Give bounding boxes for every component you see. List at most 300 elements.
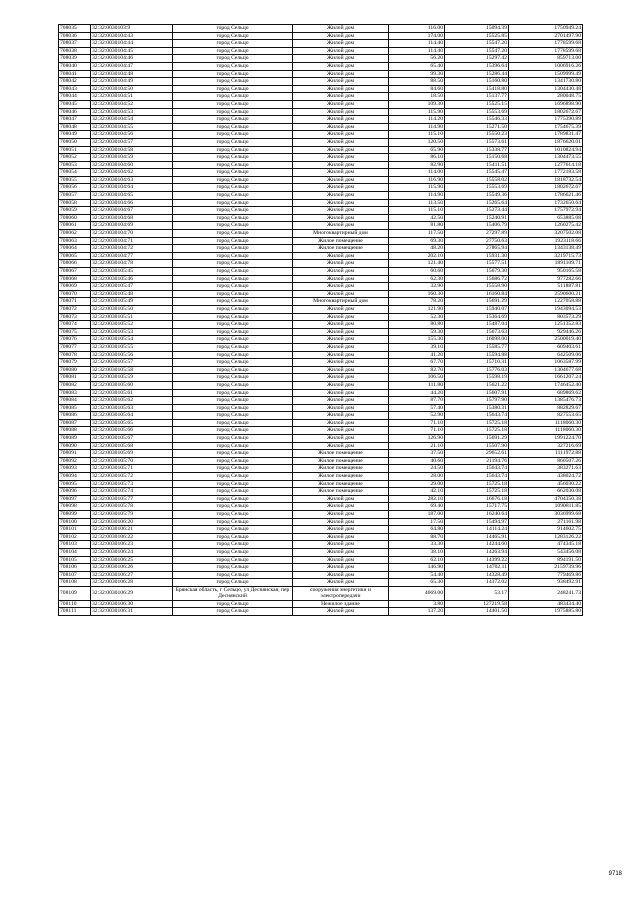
cadastral-value-cell: 1775390.89 [509,116,583,124]
table-row [59,192,583,200]
unit-value-cell: 15643.74 [445,473,509,481]
address-cell: город Сельцо [173,290,293,298]
cadastral-value-table [58,24,583,616]
object-type-cell: Жилой дом [293,275,389,283]
object-type-cell: Жилой дом [293,359,389,367]
cadastral-number-cell: 32:32:0030105:48 [91,290,173,298]
row-number-cell: 708095 [59,480,91,488]
object-type-cell: Жилой дом [293,579,389,587]
row-number-cell: 708086 [59,412,91,420]
area-cell: 3.80 [389,600,445,608]
cadastral-value-cell: 474345.18 [509,541,583,549]
row-number-cell: 708071 [59,298,91,306]
object-type-cell: Жилой дом [293,252,389,260]
area-cell: 116.90 [389,176,445,184]
object-type-cell: Жилой дом [293,351,389,359]
table-row [59,108,583,116]
cadastral-value-cell: 271161.98 [509,518,583,526]
cadastral-value-cell: 1789831.47 [509,131,583,139]
area-cell: 88.50 [389,78,445,86]
address-cell: город Сельцо [173,85,293,93]
table-row [59,298,583,306]
area-cell: 41.20 [389,351,445,359]
unit-value-cell: 15545.47 [445,169,509,177]
cadastral-number-cell: 32:32:0030104:49 [91,78,173,86]
object-type-cell: Жилой дом [293,62,389,70]
row-number-cell: 708068 [59,275,91,283]
table-row [59,93,583,101]
cadastral-value-cell: 1509999.49 [509,70,583,78]
cadastral-value-cell: 1876620.01 [509,138,583,146]
cadastral-value-cell: 1260275.42 [509,222,583,230]
row-number-cell: 708084 [59,397,91,405]
cadastral-number-cell: 32:32:0030105:46 [91,275,173,283]
address-cell: город Сельцо [173,146,293,154]
table-row [59,556,583,564]
cadastral-number-cell: 32:32:0030105:72 [91,473,173,481]
row-number-cell: 708105 [59,556,91,564]
row-number-cell: 708037 [59,40,91,48]
address-cell: город Сельцо [173,55,293,63]
cadastral-number-cell: 32:32:0030104:54 [91,116,173,124]
unit-value-cell: 16240.64 [445,511,509,519]
address-cell: город Сельцо [173,62,293,70]
address-cell: город Сельцо [173,450,293,458]
table-row [59,25,583,33]
area-cell: 115.10 [389,207,445,215]
cadastral-value-cell: 511887.81 [509,283,583,291]
unit-value-cell: 15717.75 [445,503,509,511]
address-cell: город Сельцо [173,138,293,146]
unit-value-cell: 15643.74 [445,465,509,473]
object-type-cell: Жилой дом [293,374,389,382]
address-cell: город Сельцо [173,473,293,481]
object-type-cell: Жилой дом [293,207,389,215]
object-type-cell: Жилое помещение [293,237,389,245]
table-row [59,176,583,184]
cadastral-number-cell: 32:32:0030104:52 [91,100,173,108]
unit-value-cell: 15240.91 [445,214,509,222]
table-row [59,237,583,245]
cadastral-number-cell: 32:32:0030105:77 [91,495,173,503]
cadastral-value-cell: 1090811.85 [509,503,583,511]
unit-value-cell: 27297.89 [445,230,509,238]
cadastral-number-cell: 32:32:0030104:67 [91,207,173,215]
table-row [59,511,583,519]
address-cell: город Сельцо [173,495,293,503]
unit-value-cell: 14465.91 [445,533,509,541]
table-row [59,146,583,154]
unit-value-cell: 15558.02 [445,176,509,184]
unit-value-cell: 127219.58 [445,600,509,608]
address-cell: город Сельцо [173,435,293,443]
address-cell: город Сельцо [173,457,293,465]
object-type-cell: Жилой дом [293,556,389,564]
area-cell: 137.20 [389,608,445,616]
area-cell: 114.40 [389,40,445,48]
row-number-cell: 708075 [59,328,91,336]
cadastral-value-cell: 1063587.99 [509,359,583,367]
cadastral-number-cell: 32:32:0030105:69 [91,450,173,458]
cadastral-number-cell: 32:32:0030105:66 [91,427,173,435]
row-number-cell: 708076 [59,336,91,344]
cadastral-number-cell: 32:32:0030105:55 [91,343,173,351]
unit-value-cell: 15547.20 [445,47,509,55]
area-cell: 187.00 [389,511,445,519]
row-number-cell: 708043 [59,85,91,93]
cadastral-value-cell: 1227058.88 [509,298,583,306]
area-cell: 111.80 [389,381,445,389]
row-number-cell: 708039 [59,55,91,63]
object-type-cell: Нежилое здание [293,600,389,608]
table-row [59,548,583,556]
cadastral-value-cell: 662030.08 [509,488,583,496]
object-type-cell: Жилое помещение [293,457,389,465]
table-row [59,313,583,321]
address-cell: город Сельцо [173,154,293,162]
table-row [59,427,583,435]
cadastral-number-cell: 32:32:0030105:78 [91,503,173,511]
table-row [59,579,583,587]
table-row [59,85,583,93]
cadastral-value-cell: 1732650.64 [509,199,583,207]
address-cell: город Сельцо [173,381,293,389]
cadastral-value-cell: 280048.75 [509,93,583,101]
area-cell: 71.10 [389,419,445,427]
cadastral-value-cell: 1975885.80 [509,608,583,616]
area-cell: 82.70 [389,366,445,374]
unit-value-cell: 15411.51 [445,161,509,169]
object-type-cell: Жилой дом [293,268,389,276]
row-number-cell: 708058 [59,199,91,207]
unit-value-cell: 16676.18 [445,495,509,503]
cadastral-number-cell: 32:32:0030104:55 [91,123,173,131]
address-cell: город Сельцо [173,404,293,412]
table-row [59,488,583,496]
row-number-cell: 708090 [59,442,91,450]
object-type-cell: Жилой дом [293,192,389,200]
area-cell: 64.80 [389,526,445,534]
area-cell: 21.10 [389,442,445,450]
table-row [59,230,583,238]
object-type-cell: сооружения энергетики и электропередачи [293,586,389,600]
unit-value-cell: 14328.49 [445,571,509,579]
area-cell: 80.80 [389,321,445,329]
object-type-cell: Жилой дом [293,154,389,162]
table-row [59,518,583,526]
cadastral-value-cell: 483434.40 [509,600,583,608]
cadastral-value-cell: 1786621.46 [509,192,583,200]
area-cell: 114.90 [389,192,445,200]
row-number-cell: 708107 [59,571,91,579]
area-cell: 115.90 [389,184,445,192]
cadastral-value-cell: 1118060.30 [509,419,583,427]
table-row [59,495,583,503]
table-row [59,138,583,146]
cadastral-number-cell: 32:32:0030106:22 [91,533,173,541]
row-number-cell: 708093 [59,465,91,473]
address-cell: город Сельцо [173,283,293,291]
address-cell: город Сельцо [173,176,293,184]
area-cell: 174.00 [389,32,445,40]
address-cell: город Сельцо [173,169,293,177]
area-cell: 65.30 [389,579,445,587]
area-cell: 109.30 [389,100,445,108]
area-cell: 37.50 [389,450,445,458]
area-cell: 60.60 [389,268,445,276]
cadastral-value-cell: 653885.08 [509,214,583,222]
unit-value-cell: 27750.63 [445,237,509,245]
area-cell: 48.20 [389,245,445,253]
cadastral-value-cell: 2590600.21 [509,290,583,298]
unit-value-cell: 15487.04 [445,321,509,329]
table-row [59,533,583,541]
unit-value-cell: 15621.22 [445,381,509,389]
table-row [59,419,583,427]
unit-value-cell: 15286.44 [445,70,509,78]
row-number-cell: 708069 [59,283,91,291]
unit-value-cell: 15725.18 [445,480,509,488]
row-number-cell: 708099 [59,511,91,519]
row-number-cell: 708061 [59,222,91,230]
cadastral-value-cell: 1778599.68 [509,40,583,48]
table-row [59,214,583,222]
object-type-cell: Жилой дом [293,70,389,78]
cadastral-value-cell: 914602.75 [509,526,583,534]
cadastral-value-cell: 543456.08 [509,548,583,556]
table-row [59,526,583,534]
cadastral-number-cell: 32:32:0030105:52 [91,321,173,329]
cadastral-value-cell: 3207502.08 [509,230,583,238]
table-row [59,283,583,291]
table-body [59,25,583,616]
cadastral-value-cell: 456030.22 [509,480,583,488]
row-number-cell: 708094 [59,473,91,481]
cadastral-number-cell: 32:32:0030104:64 [91,184,173,192]
area-cell: 62.30 [389,275,445,283]
unit-value-cell: 15507.90 [445,442,509,450]
cadastral-number-cell: 32:32:0030104:68 [91,214,173,222]
object-type-cell: Жилой дом [293,541,389,549]
address-cell: город Сельцо [173,366,293,374]
cadastral-number-cell: 32:32:0030104:51 [91,93,173,101]
row-number-cell: 708106 [59,564,91,572]
area-cell: 121.40 [389,260,445,268]
address-cell: город Сельцо [173,321,293,329]
area-cell: 202.10 [389,252,445,260]
object-type-cell: Жилой дом [293,336,389,344]
table-row [59,305,583,313]
area-cell: 44.20 [389,389,445,397]
row-number-cell: 708079 [59,359,91,367]
unit-value-cell: 14372.02 [445,579,509,587]
area-cell: 115.10 [389,131,445,139]
cadastral-number-cell: 32:32:0030104:62 [91,169,173,177]
unit-value-cell: 15094.39 [445,25,509,33]
area-cell: 65.40 [389,62,445,70]
object-type-cell: Жилой дом [293,108,389,116]
row-number-cell: 708066 [59,260,91,268]
object-type-cell: Жилой дом [293,366,389,374]
address-cell: город Сельцо [173,427,293,435]
cadastral-number-cell: 32:32:0030104:50 [91,85,173,93]
address-cell: город Сельцо [173,419,293,427]
row-number-cell: 708085 [59,404,91,412]
object-type-cell: Жилой дом [293,199,389,207]
table-row [59,389,583,397]
cadastral-value-cell: 977282.66 [509,275,583,283]
row-number-cell: 708046 [59,108,91,116]
cadastral-number-cell: 32:32:0030105:53 [91,328,173,336]
row-number-cell: 708059 [59,207,91,215]
object-type-cell: Жилой дом [293,533,389,541]
row-number-cell: 708064 [59,245,91,253]
address-cell: город Сельцо [173,245,293,253]
table-row [59,374,583,382]
object-type-cell: Жилой дом [293,100,389,108]
object-type-cell: Жилой дом [293,427,389,435]
object-type-cell: Жилое помещение [293,450,389,458]
cadastral-number-cell: 32:32:0030104:60 [91,161,173,169]
address-cell: город Сельцо [173,511,293,519]
cadastral-value-cell: 1754675.39 [509,123,583,131]
table-row [59,321,583,329]
address-cell: город Сельцо [173,359,293,367]
unit-value-cell: 15547.20 [445,40,509,48]
object-type-cell: Жилой дом [293,313,389,321]
area-cell: 282.10 [389,495,445,503]
row-number-cell: 708063 [59,237,91,245]
table-row [59,328,583,336]
cadastral-number-cell: 32:32:0030104:57 [91,138,173,146]
table-row [59,207,583,215]
address-cell: город Сельцо [173,526,293,534]
cadastral-value-cell: 1118060.30 [509,427,583,435]
cadastral-value-cell: 2500019.40 [509,336,583,344]
address-cell: город Сельцо [173,260,293,268]
area-cell: 39.10 [389,343,445,351]
table-row [59,600,583,608]
object-type-cell: Жилой дом [293,343,389,351]
unit-value-cell: 15297.42 [445,55,509,63]
area-cell: 52.90 [389,412,445,420]
unit-value-cell: 15931.30 [445,252,509,260]
unit-value-cell: 15585.77 [445,343,509,351]
table-row [59,465,583,473]
address-cell: город Сельцо [173,571,293,579]
row-number-cell: 708080 [59,366,91,374]
cadastral-value-cell: 827553.65 [509,412,583,420]
row-number-cell: 708089 [59,435,91,443]
area-cell: 78.20 [389,298,445,306]
cadastral-number-cell: 32:32:0030104:77 [91,252,173,260]
cadastral-number-cell: 32:32:0030104:58 [91,146,173,154]
table-row [59,199,583,207]
unit-value-cell: 15364.69 [445,313,509,321]
unit-value-cell: 15573.61 [445,138,509,146]
table-row [59,78,583,86]
area-cell: 120.50 [389,138,445,146]
object-type-cell: Жилой дом [293,40,389,48]
cadastral-value-cell: 1251352.83 [509,321,583,329]
object-type-cell: Многоквартирный дом [293,230,389,238]
table-row [59,55,583,63]
row-number-cell: 708073 [59,313,91,321]
cadastral-number-cell: 32:32:0030106:21 [91,526,173,534]
address-cell: город Сельцо [173,108,293,116]
address-cell: город Сельцо [173,40,293,48]
row-number-cell: 708040 [59,62,91,70]
cadastral-number-cell: 32:32:0030105:67 [91,435,173,443]
unit-value-cell: 15380.31 [445,404,509,412]
object-type-cell: Жилой дом [293,389,389,397]
cadastral-value-cell: 2159739.96 [509,564,583,572]
unit-value-cell: 15137.77 [445,93,509,101]
address-cell: город Сельцо [173,328,293,336]
object-type-cell: Жилое помещение [293,488,389,496]
table-row [59,336,583,344]
cadastral-number-cell: 32:32:0030105:71 [91,465,173,473]
area-cell: 81.80 [389,222,445,230]
area-cell: 114.20 [389,116,445,124]
unit-value-cell: 14401.50 [445,608,509,616]
unit-value-cell: 15418.80 [445,85,509,93]
address-cell: город Сельцо [173,351,293,359]
cadastral-number-cell: 32:32:0030105:73 [91,480,173,488]
cadastral-number-cell: 32:32:0030103:9 [91,25,173,33]
unit-value-cell: 15338.77 [445,146,509,154]
area-cell: 67.70 [389,359,445,367]
object-type-cell: Жилой дом [293,511,389,519]
area-cell: 29.00 [389,480,445,488]
row-number-cell: 708060 [59,214,91,222]
area-cell: 65.90 [389,146,445,154]
area-cell: 114.40 [389,47,445,55]
registry-sheet [58,24,582,616]
cadastral-number-cell: 32:32:0030104:46 [91,55,173,63]
unit-value-cell: 15273.44 [445,207,509,215]
cadastral-number-cell: 32:32:0030106:29 [91,586,173,600]
cadastral-value-cell: 1111972.88 [509,450,583,458]
object-type-cell: Жилой дом [293,495,389,503]
area-cell: 155.30 [389,336,445,344]
unit-value-cell: 15406.79 [445,222,509,230]
address-cell: город Сельцо [173,275,293,283]
cadastral-number-cell: 32:32:0030105:51 [91,313,173,321]
address-cell: город Сельцо [173,237,293,245]
object-type-cell: Жилое помещение [293,465,389,473]
unit-value-cell: 15549.36 [445,192,509,200]
cadastral-value-cell: 1277614.18 [509,161,583,169]
cadastral-value-cell: 929446.26 [509,328,583,336]
address-cell: город Сельцо [173,503,293,511]
cadastral-number-cell: 32:32:0030106:26 [91,564,173,572]
unit-value-cell: 15558.90 [445,283,509,291]
unit-value-cell: 15673.63 [445,328,509,336]
area-cell: 69.40 [389,503,445,511]
row-number-cell: 708103 [59,541,91,549]
address-cell: город Сельцо [173,268,293,276]
address-cell: город Сельцо [173,123,293,131]
row-number-cell: 708082 [59,381,91,389]
cadastral-value-cell: 1818732.54 [509,176,583,184]
cadastral-value-cell: 1891109.71 [509,260,583,268]
row-number-cell: 708110 [59,600,91,608]
area-cell: 86.10 [389,154,445,162]
table-row [59,70,583,78]
row-number-cell: 708101 [59,526,91,534]
area-cell: 114.90 [389,123,445,131]
